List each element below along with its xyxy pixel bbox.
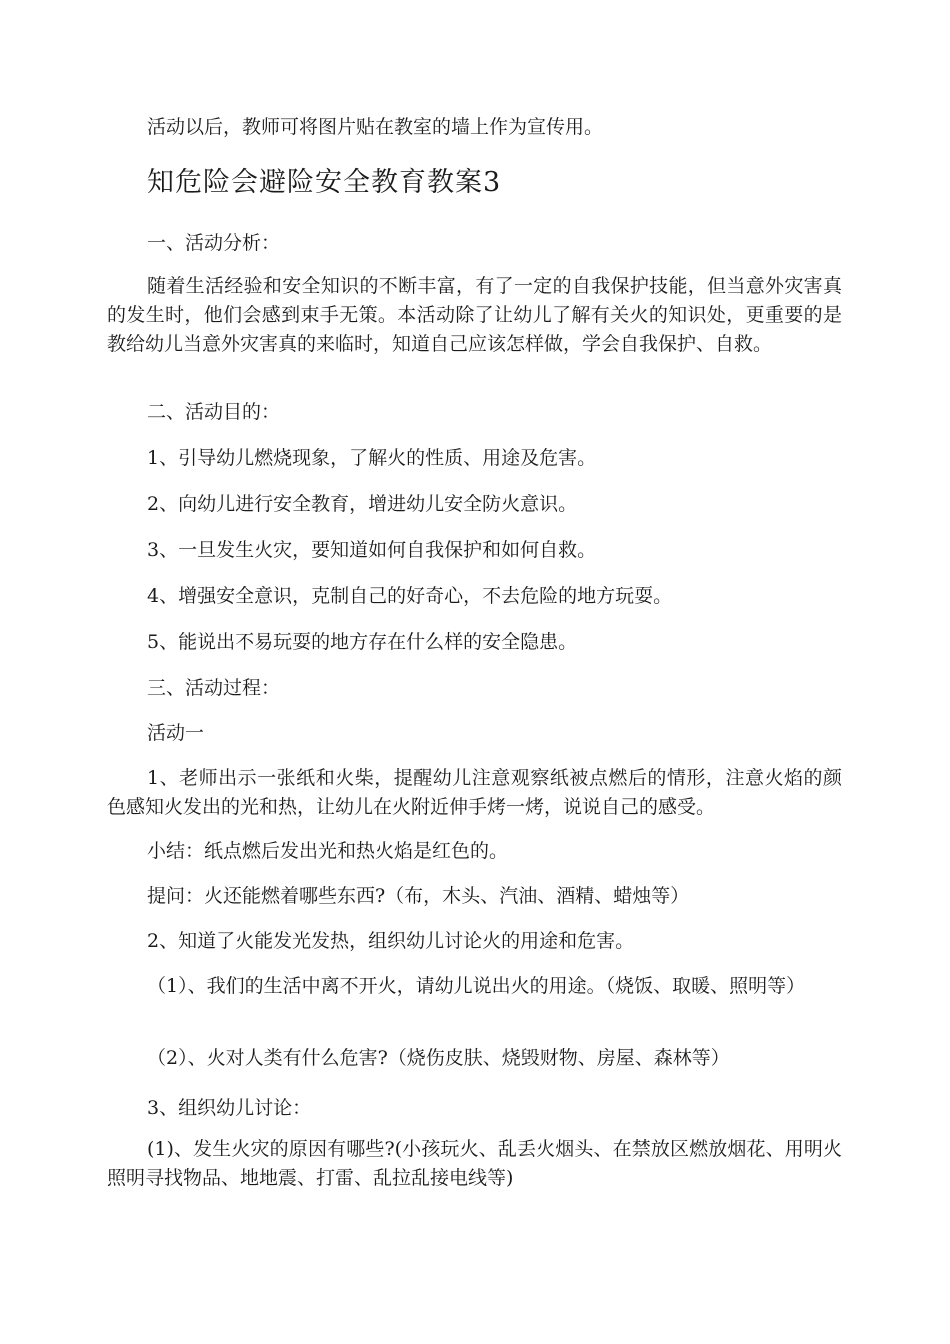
paragraph-step-2-1: （1）、我们的生活中离不开火，请幼儿说出火的用途。（烧饭、取暖、照明等）: [147, 975, 806, 997]
paragraph-step-2: 2、知道了火能发光发热，组织幼儿讨论火的用途和危害。: [147, 930, 635, 952]
paragraph-question: 提问：火还能燃着哪些东西?（布，木头、汽油、酒精、蜡烛等）: [147, 885, 690, 907]
paragraph-purpose-5: 5、能说出不易玩耍的地方存在什么样的安全隐患。: [147, 631, 578, 653]
paragraph-analysis-title: 一、活动分析：: [147, 232, 281, 254]
paragraph-purpose-3: 3、一旦发生火灾，要知道如何自我保护和如何自救。: [147, 539, 597, 561]
paragraph-step-3: 3、组织幼儿讨论：: [147, 1097, 312, 1119]
paragraph-step-2-2: （2）、火对人类有什么危害?（烧伤皮肤、烧毁财物、房屋、森林等）: [147, 1047, 730, 1069]
paragraph-purpose-title: 二、活动目的：: [147, 401, 281, 423]
paragraph-purpose-2: 2、向幼儿进行安全教育，增进幼儿安全防火意识。: [147, 493, 578, 515]
paragraph-process-title: 三、活动过程：: [147, 677, 281, 699]
paragraph-summary: 小结：纸点燃后发出光和热火焰是红色的。: [147, 840, 509, 862]
paragraph-analysis-body: 随着生活经验和安全知识的不断丰富，有了一定的自我保护技能，但当意外灾害真的发生时，他们会感到束手无策。本活动除了让幼儿了解有关火的知识处，更重要的是教给幼儿当意外灾害真的来临时，知道自己应该怎样做，学会自我保护、自救。: [107, 275, 842, 355]
paragraph-step-3-1: (1)、发生火灾的原因有哪些?(小孩玩火、乱丢火烟头、在禁放区燃放烟花、用明火照明寻找物品、地地震、打雷、乱拉乱接电线等): [107, 1138, 842, 1189]
paragraph-purpose-4: 4、增强安全意识，克制自己的好奇心，不去危险的地方玩耍。: [147, 585, 673, 607]
paragraph-purpose-1: 1、引导幼儿燃烧现象，了解火的性质、用途及危害。: [147, 447, 597, 469]
paragraph-step-1: 1、老师出示一张纸和火柴，提醒幼儿注意观察纸被点燃后的情形，注意火焰的颜色感知火发出的光和热，让幼儿在火附近伸手烤一烤，说说自己的感受。: [107, 767, 842, 818]
intro-paragraph: 活动以后，教师可将图片贴在教室的墙上作为宣传用。: [147, 116, 604, 138]
section-heading: 知危险会避险安全教育教案3: [147, 167, 502, 198]
paragraph-activity-one: 活动一: [147, 722, 205, 744]
